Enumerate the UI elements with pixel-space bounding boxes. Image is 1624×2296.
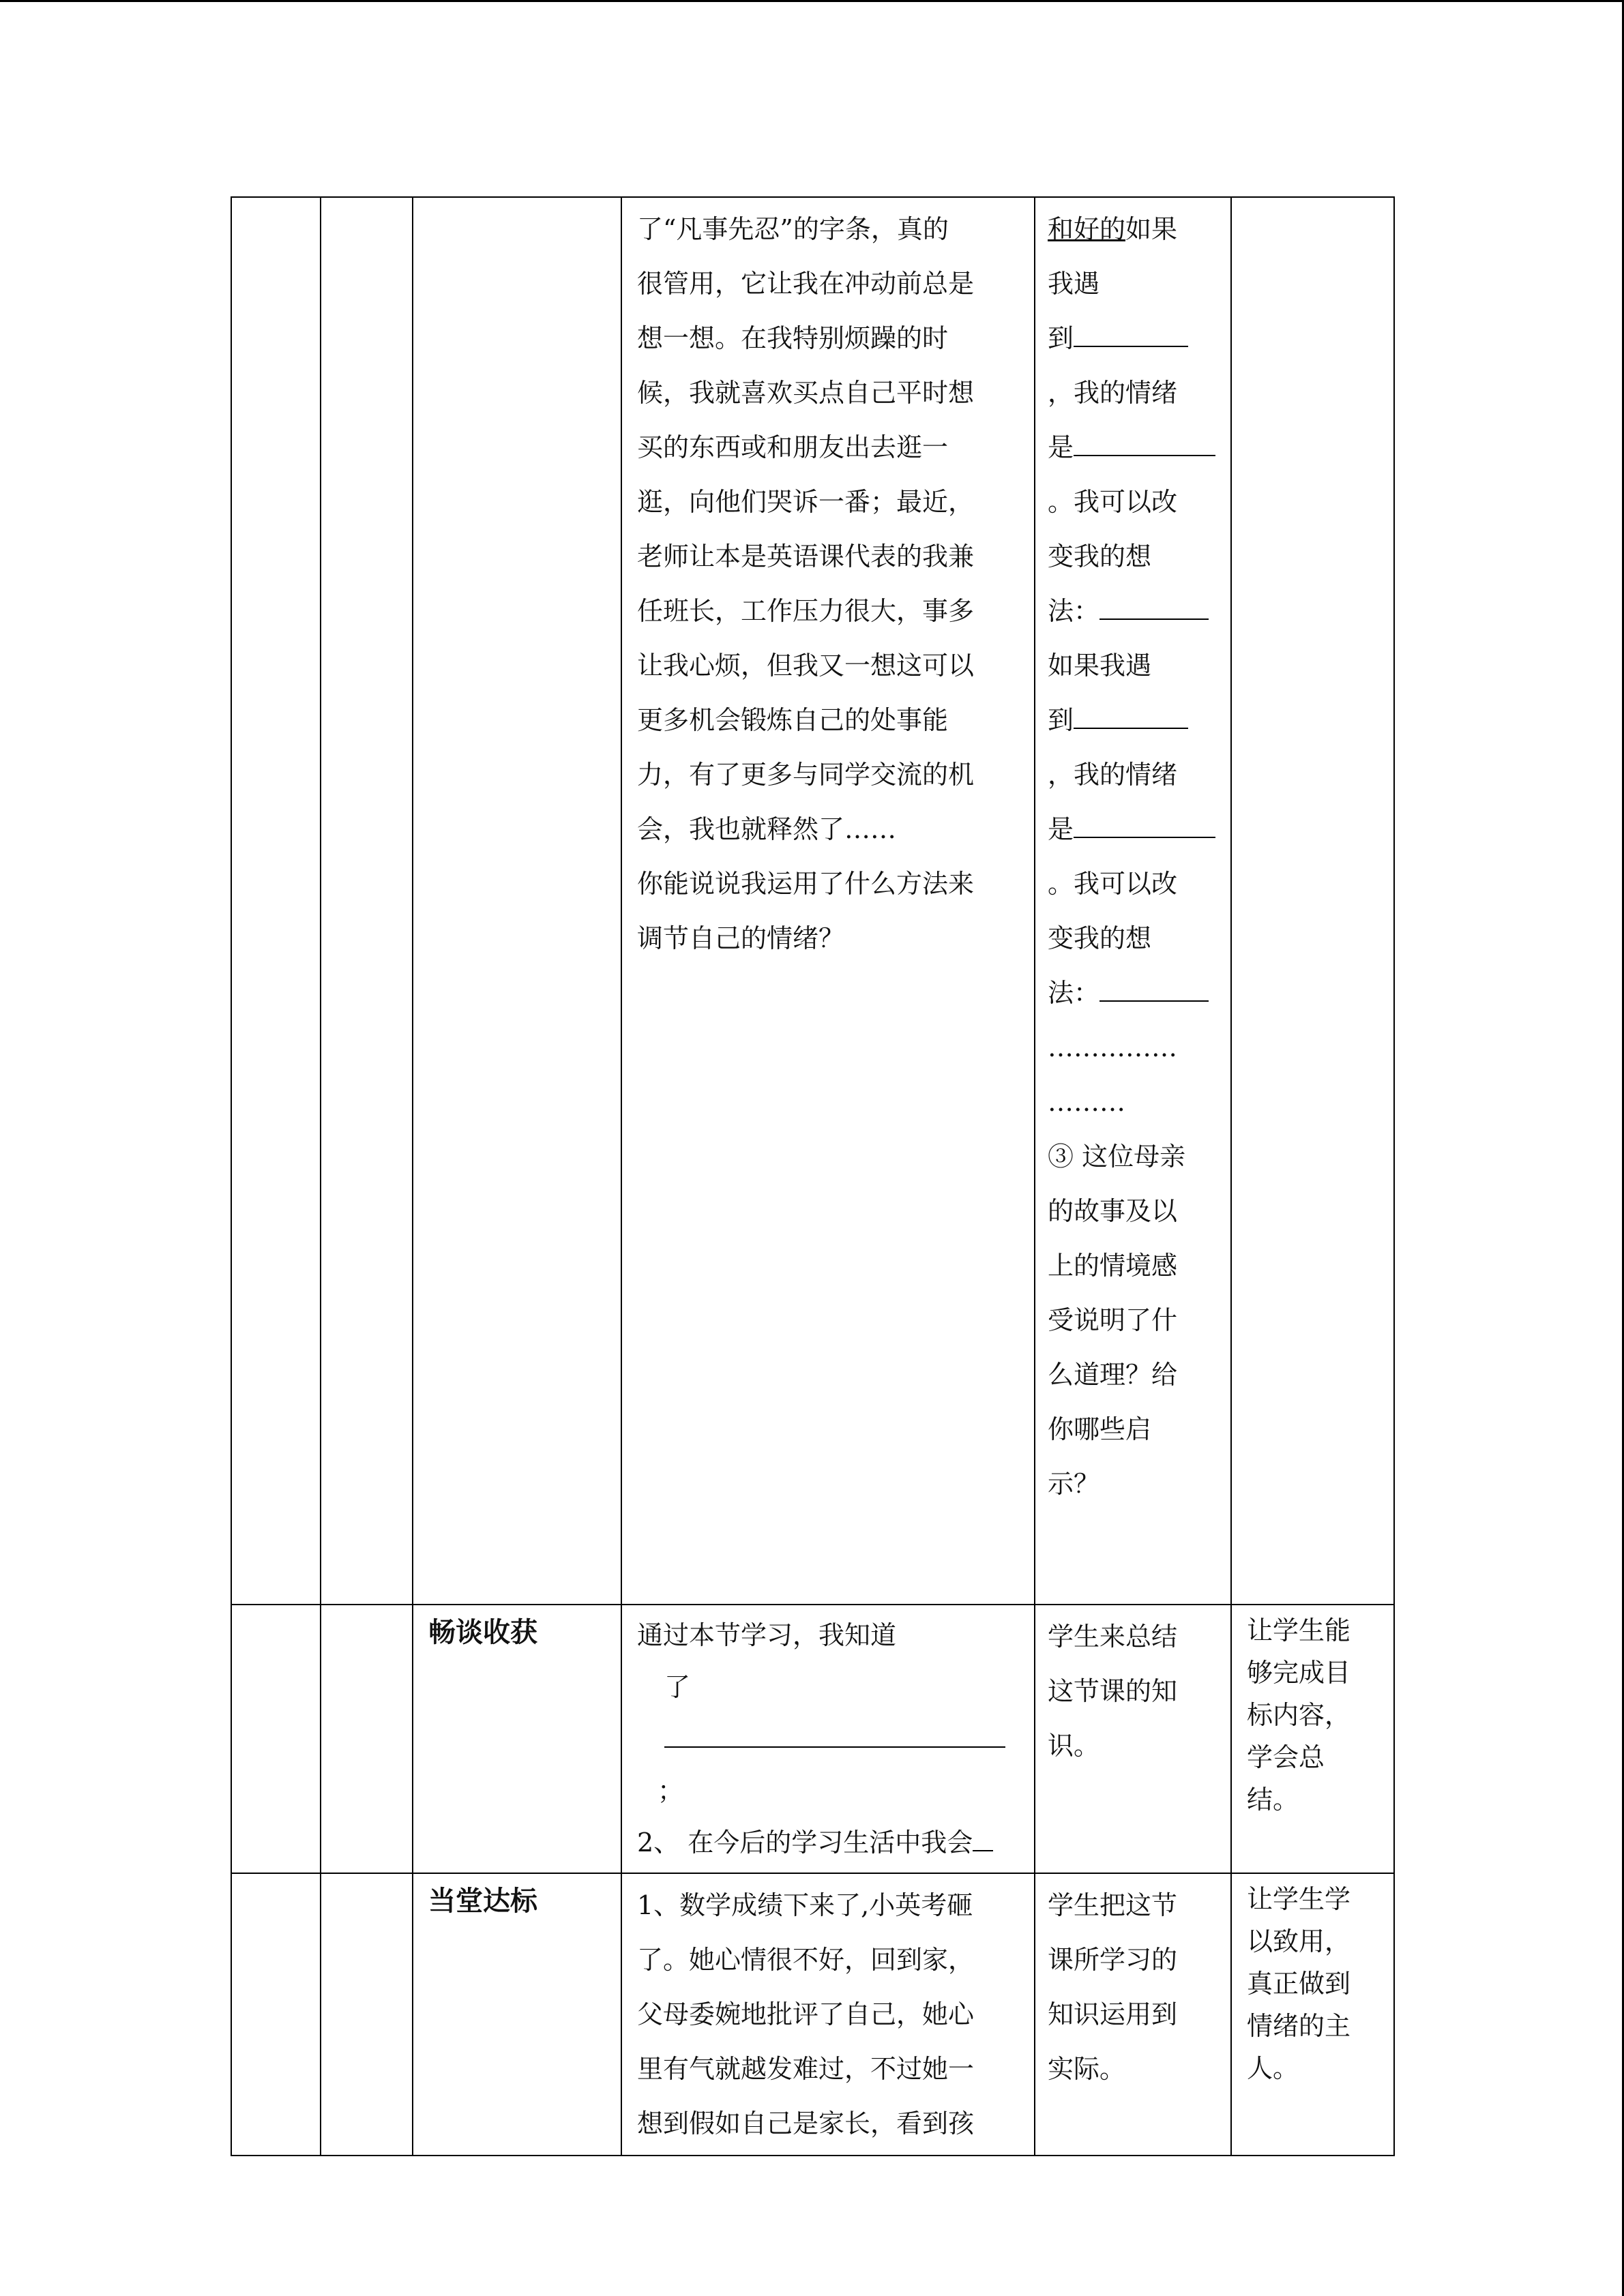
- activity-line: 到: [1048, 693, 1226, 747]
- activity-line: 如果我遇: [1048, 651, 1152, 681]
- content-line: 了: [637, 1661, 1027, 1765]
- fill-blank[interactable]: [664, 1723, 1005, 1748]
- activity-line: 变我的想: [1048, 541, 1152, 571]
- activity-line: 变我的想: [1048, 923, 1152, 953]
- reason-line: 人。: [1247, 2053, 1299, 2083]
- content-line: 父母委婉地批评了自己，她心: [637, 1999, 975, 2029]
- fill-blank[interactable]: [1099, 595, 1209, 620]
- activity-line: 法：: [1048, 584, 1226, 638]
- reason-cell: [1231, 1605, 1394, 1873]
- reason-line: 结。: [1247, 1785, 1299, 1815]
- activity-line: 课所学习的: [1048, 1945, 1178, 1975]
- activity-line: 上的情境感: [1048, 1251, 1178, 1281]
- topic-cell: [413, 1605, 621, 1873]
- content-line: 任班长，工作压力很大，事多: [637, 596, 975, 626]
- reason-line: 以致用，: [1247, 1926, 1351, 1956]
- content-line: 了“凡事先忍”的字条，真的: [637, 214, 949, 244]
- content-line: ；: [658, 1776, 684, 1806]
- reason-cell: [1231, 197, 1394, 1605]
- content-line: 老师让本是英语课代表的我兼: [637, 541, 975, 571]
- table-row: [231, 1873, 1394, 2156]
- activity-cell: [1035, 1605, 1231, 1873]
- fill-blank[interactable]: [1074, 323, 1188, 347]
- content-cell: [621, 197, 1035, 1605]
- activity-line: 这节课的知: [1048, 1676, 1178, 1706]
- content-line: 很管用，它让我在冲动前总是: [637, 269, 975, 299]
- reason-line: 标内容，: [1247, 1700, 1351, 1730]
- content-line: 逛，向他们哭诉一番；最近，: [637, 487, 975, 517]
- time-cell: [321, 1605, 413, 1873]
- content-line: 想到假如自己是家长，看到孩: [637, 2108, 975, 2138]
- content-line: 会，我也就释然了……: [637, 814, 897, 844]
- content-line: 候，我就喜欢买点自己平时想: [637, 378, 975, 408]
- underlined-text: 和好的: [1048, 214, 1126, 244]
- activity-line: ，我的情绪: [1048, 378, 1178, 408]
- activity-line: ，我的情绪: [1048, 760, 1178, 790]
- activity-line: 实际。: [1048, 2054, 1126, 2084]
- content-line: 更多机会锻炼自己的处事能: [637, 705, 949, 735]
- reason-line: 让学生能: [1247, 1615, 1351, 1645]
- activity-line: 的故事及以: [1048, 1196, 1178, 1226]
- fill-blank[interactable]: [1074, 704, 1188, 729]
- content-line: 了。她心情很不好，回到家，: [637, 1945, 975, 1975]
- fill-blank[interactable]: [1074, 432, 1215, 456]
- table-row: [231, 197, 1394, 1605]
- topic-cell: [413, 1873, 621, 2156]
- activity-line: 么道理？给: [1048, 1360, 1178, 1390]
- reason-line: 学会总: [1247, 1742, 1325, 1772]
- content-cell: [621, 1605, 1035, 1873]
- fill-blank[interactable]: [1074, 814, 1215, 838]
- step-cell: [231, 197, 321, 1605]
- activity-line: 受说明了什: [1048, 1305, 1178, 1335]
- reason-line: 情绪的主: [1247, 2011, 1351, 2041]
- reason-line: 真正做到: [1247, 1969, 1351, 1999]
- activity-line: 我遇: [1048, 269, 1100, 299]
- content-line: 调节自己的情绪？: [637, 923, 845, 953]
- content-line: 1、数学成绩下来了,小英考砸: [637, 1890, 973, 1920]
- content-line: 通过本节学习，我知道: [637, 1620, 897, 1650]
- fill-blank[interactable]: [1099, 977, 1209, 1002]
- content-line: 2、 在今后的学习生活中我会: [637, 1817, 1027, 1868]
- activity-line: ………: [1048, 1087, 1125, 1117]
- activity-line: 识。: [1048, 1731, 1100, 1761]
- content-line: 让我心烦，但我又一想这可以: [637, 651, 975, 681]
- content-line: 买的东西或和朋友出去逛一: [637, 432, 949, 462]
- activity-line: ……………: [1048, 1032, 1177, 1062]
- activity-line: 学生来总结: [1048, 1622, 1178, 1652]
- activity-line: 是: [1048, 802, 1226, 856]
- topic-label: 畅谈收获: [428, 1617, 537, 1648]
- activity-line: 。我可以改: [1048, 487, 1178, 517]
- page-top-border: [0, 0, 1624, 2]
- topic-label: 当堂达标: [428, 1885, 537, 1917]
- activity-line: ③ 这位母亲: [1048, 1142, 1186, 1172]
- lesson-plan-table: [231, 196, 1395, 2156]
- activity-line: 学生把这节: [1048, 1890, 1178, 1920]
- activity-cell: [1035, 1873, 1231, 2156]
- content-cell: [621, 1873, 1035, 2156]
- content-line: 力，有了更多与同学交流的机: [637, 760, 975, 790]
- step-cell: [231, 1873, 321, 2156]
- fill-blank[interactable]: [973, 1827, 993, 1851]
- activity-cell: [1035, 197, 1231, 1605]
- content-line: 里有气就越发难过，不过她一: [637, 2054, 975, 2084]
- activity-line: 和好的如果: [1048, 214, 1178, 244]
- activity-line: 是: [1048, 420, 1226, 475]
- time-cell: [321, 197, 413, 1605]
- reason-line: 让学生学: [1247, 1884, 1351, 1914]
- content-line: 想一想。在我特别烦躁的时: [637, 323, 949, 353]
- reason-line: 够完成目: [1247, 1658, 1351, 1688]
- activity-line: 示？: [1048, 1469, 1100, 1499]
- time-cell: [321, 1873, 413, 2156]
- activity-line: 。我可以改: [1048, 869, 1178, 899]
- activity-line: 知识运用到: [1048, 1999, 1178, 2029]
- step-cell: [231, 1605, 321, 1873]
- reason-cell: [1231, 1873, 1394, 2156]
- table-row: [231, 1605, 1394, 1873]
- activity-line: 你哪些启: [1048, 1414, 1152, 1444]
- activity-line: 到: [1048, 311, 1226, 366]
- activity-line: 法：: [1048, 966, 1226, 1020]
- topic-cell: [413, 197, 621, 1605]
- content-line: 你能说说我运用了什么方法来: [637, 869, 975, 899]
